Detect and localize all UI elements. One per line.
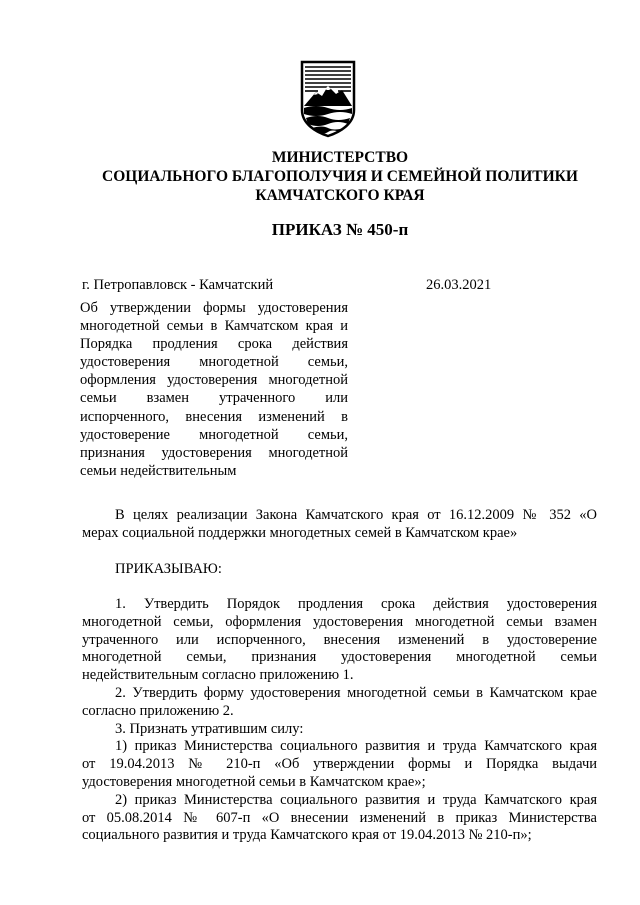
body-line: недействительным согласно приложению 1. <box>82 667 354 684</box>
subject-line: Об утверждении формы удостоверения <box>80 300 348 316</box>
body-line: социального развития и труда Камчатского края от 19.04.2013 № 210-п»; <box>82 827 532 844</box>
order-body <box>82 596 597 845</box>
body-line: 2. Утвердить форму удостоверения многодетной семьи в Камчатском крае <box>115 684 597 701</box>
body-line: согласно приложению 2. <box>82 702 234 719</box>
ministry-line-1: МИНИСТЕРСТВО <box>271 149 409 166</box>
order-title: ПРИКАЗ № 450-п <box>271 220 409 239</box>
order-date: 26.03.2021 <box>426 277 492 293</box>
ministry-heading <box>40 148 640 205</box>
body-line: 1) приказ Министерства социального развития и труда Камчатского края <box>115 738 597 755</box>
subject-line: Порядка продления срока действия <box>80 336 348 353</box>
subject-line: семьи недействительным <box>80 462 237 479</box>
body-line: удостоверения многодетной семьи в Камчатском крае»; <box>82 773 426 790</box>
body-line: 1. Утвердить Порядок продления срока действия удостоверения <box>115 596 597 612</box>
subject-line: семьи взамен утраченного или <box>80 390 348 407</box>
order-city: г. Петропавловск - Камчатский <box>82 277 274 293</box>
order-directive-word: ПРИКАЗЫВАЮ: <box>115 561 222 577</box>
body-line: многодетной семьи, признания удостоверения многодетной семьи <box>82 649 597 666</box>
body-line: 2) приказ Министерства социального развития и труда Камчатского края <box>115 791 597 808</box>
preamble-paragraph <box>82 507 597 543</box>
ministry-line-2: СОЦИАЛЬНОГО БЛАГОПОЛУЧИЯ И СЕМЕЙНОЙ ПОЛИТИКИ <box>102 168 578 185</box>
body-line: утраченного или испорченного, внесения изменений в удостоверение <box>82 631 597 648</box>
subject-line: испорченного, внесения изменений в <box>80 408 348 425</box>
subject-line: многодетной семьи в Камчатском края и <box>80 318 348 335</box>
preamble-line: мерах социальной поддержки многодетных семей в Камчатском крае» <box>82 524 518 541</box>
subject-line: признания удостоверения многодетной <box>80 444 348 461</box>
subject-line: удостоверения многодетной семьи, <box>80 354 348 371</box>
order-subject <box>80 299 348 480</box>
body-line: от 05.08.2014 № 607-п «О внесении изменений в приказ Министерства <box>82 809 597 826</box>
subject-line: оформления удостоверения многодетной <box>80 372 348 389</box>
body-line: 3. Признать утратившим силу: <box>115 720 304 737</box>
kamchatka-coat-of-arms-icon <box>296 58 360 138</box>
preamble-line: В целях реализации Закона Камчатского края от 16.12.2009 № 352 «О <box>115 507 597 523</box>
subject-line: удостоверение многодетной семьи, <box>80 426 348 443</box>
ministry-line-3: КАМЧАТСКОГО КРАЯ <box>255 187 425 204</box>
body-line: многодетной семьи, оформления удостоверения многодетной семьи взамен <box>82 613 597 630</box>
body-line: от 19.04.2013 № 210-п «Об утверждении формы и Порядка выдачи <box>82 756 597 773</box>
